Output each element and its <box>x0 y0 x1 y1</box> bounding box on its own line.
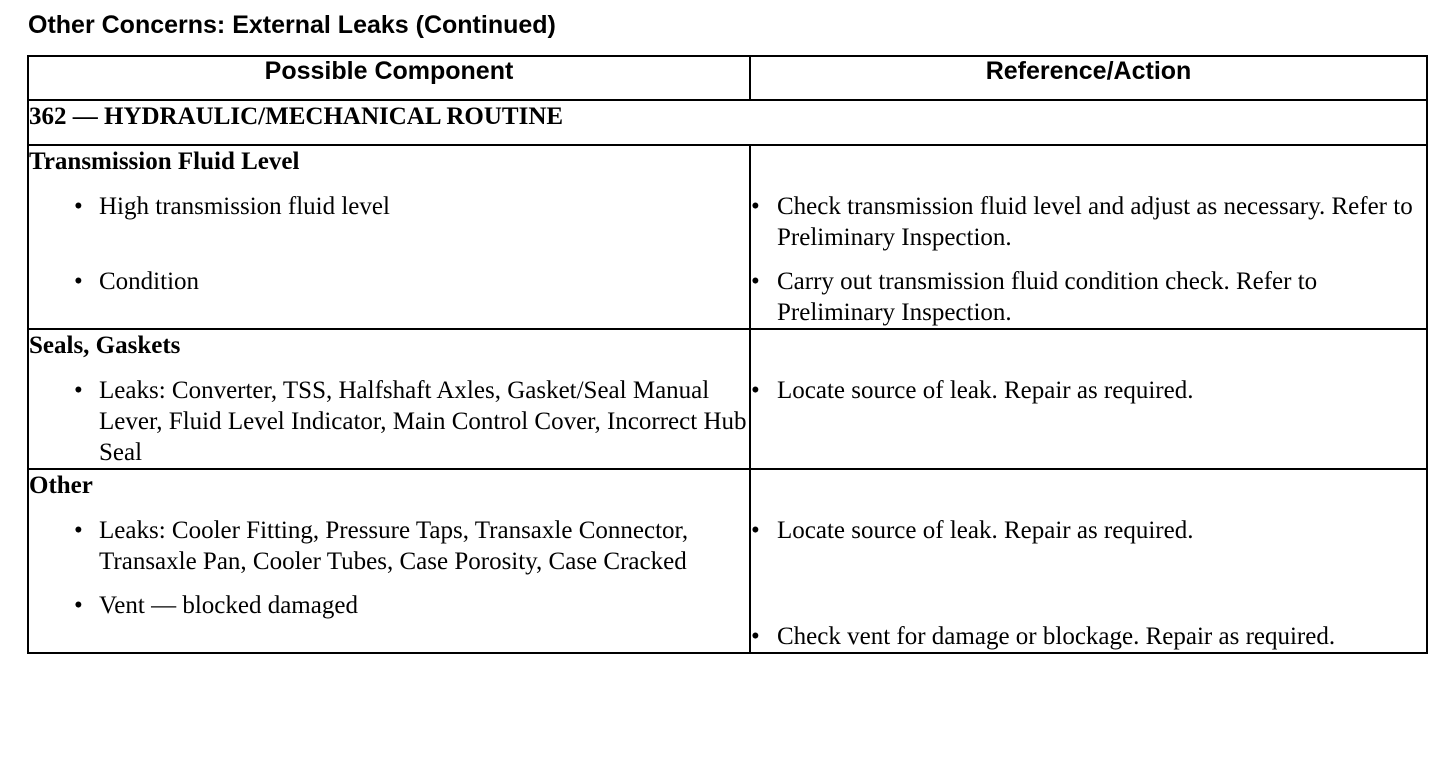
component-text: Condition <box>99 268 200 295</box>
component-item <box>29 515 749 577</box>
component-cell <box>28 145 750 329</box>
page-title: Other Concerns: External Leaks (Continued) <box>28 11 556 39</box>
action-cell <box>750 329 1427 469</box>
group-title: Other <box>29 472 93 499</box>
table-row <box>28 145 1427 329</box>
bullet: • <box>751 268 760 295</box>
group-title: Transmission Fluid Level <box>29 148 300 175</box>
action-text: Check transmission fluid level and adjust as necessary. Refer to Preliminary Inspection. <box>777 193 1413 251</box>
action-text: Locate source of leak. Repair as required. <box>777 377 1194 404</box>
bullet: • <box>751 623 760 650</box>
table-row <box>28 329 1427 469</box>
table-row <box>28 469 1427 653</box>
action-item <box>751 621 1426 652</box>
component-item <box>29 191 749 222</box>
bullet: • <box>751 193 760 220</box>
column-header-reference-action: Reference/Action <box>750 56 1427 100</box>
component-text: Leaks: Converter, TSS, Halfshaft Axles, Gasket/Seal Manual Lever, Fluid Level Indicator, Main Control Cover, Incorrect Hub Seal <box>99 377 747 466</box>
group-title: Seals, Gaskets <box>29 332 181 359</box>
action-item <box>751 375 1426 406</box>
action-text: Locate source of leak. Repair as required. <box>777 517 1194 544</box>
action-text: Check vent for damage or blockage. Repair as required. <box>777 623 1336 650</box>
component-text: Leaks: Cooler Fitting, Pressure Taps, Transaxle Connector, Transaxle Pan, Cooler Tubes, Case Porosity, Case Cracked <box>99 517 689 575</box>
column-header-possible-component: Possible Component <box>28 56 750 100</box>
bullet: • <box>74 377 83 404</box>
table-header-row <box>28 56 1427 100</box>
action-item <box>751 515 1426 546</box>
action-item <box>751 191 1426 253</box>
section-row <box>28 100 1427 145</box>
bullet: • <box>751 377 760 404</box>
component-item <box>29 266 749 297</box>
action-cell <box>750 145 1427 329</box>
component-item <box>29 590 749 621</box>
component-item <box>29 375 749 468</box>
action-text: Carry out transmission fluid condition check. Refer to Preliminary Inspection. <box>777 268 1318 326</box>
component-text: Vent — blocked damaged <box>99 592 358 619</box>
bullet: • <box>74 592 83 619</box>
section-title: 362 — HYDRAULIC/MECHANICAL ROUTINE <box>28 100 1427 145</box>
diagnostic-table <box>27 55 1428 654</box>
action-item <box>751 266 1426 328</box>
component-cell <box>28 329 750 469</box>
bullet: • <box>74 193 83 220</box>
action-cell <box>750 469 1427 653</box>
component-text: High transmission fluid level <box>99 193 390 220</box>
bullet: • <box>74 268 83 295</box>
bullet: • <box>74 517 83 544</box>
component-cell <box>28 469 750 653</box>
bullet: • <box>751 517 760 544</box>
